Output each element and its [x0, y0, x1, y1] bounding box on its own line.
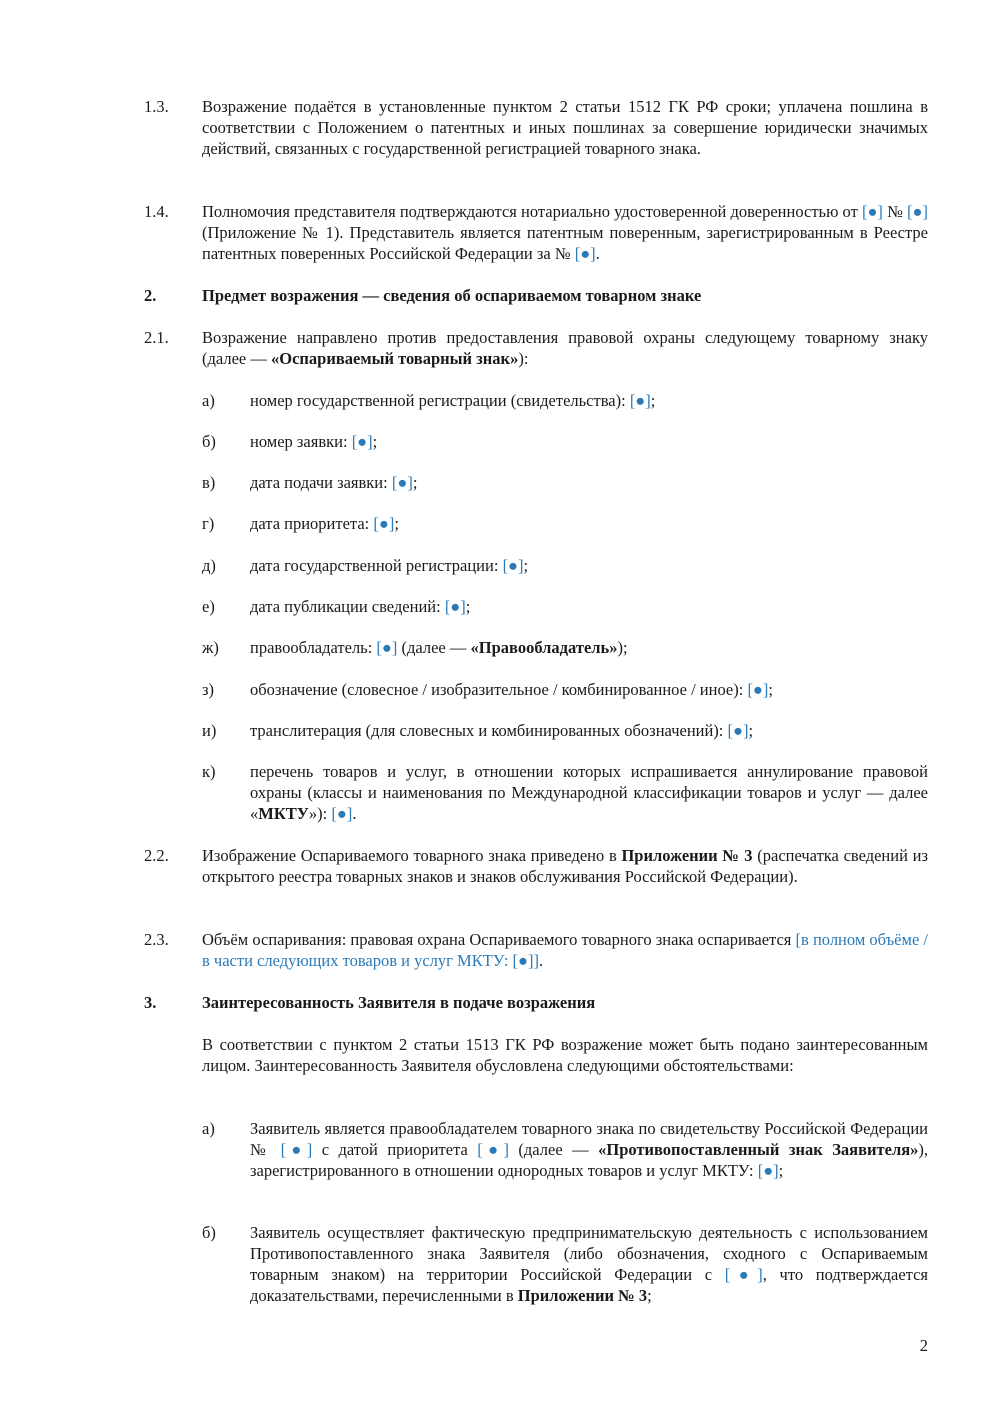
placeholder: [●]	[477, 1140, 509, 1159]
placeholder: [●]	[502, 556, 524, 575]
clause-number: 1.3.	[144, 97, 169, 116]
document-page: 1.3. Возражение подаётся в установленные пунктом 2 статьи 1512 ГК РФ сроки; уплачена пошлина в соответствии с Положением о патентных и иных пошлинах за совершение юридически значимых действий, связанных с государственной регистрацией товарного знака. 1.4. Полномочия представителя подтверждаются нотариально удостоверенной доверенностью от [●] № [●] (Приложение № 1). Представитель является патентным поверенным, зарегистрированным в Реестре патентных поверенных Российской Федерации за № [●]. 2. Предмет возражения — сведения об оспариваемом товарном знаке 2.1. Возражение направлено против предоставления правовой охраны следующему товарному знаку (далее — «Оспариваемый товарный знак»): а) номер государственной регистрации (свидетельства): [●]; б) номер заявки: [●]; в) дата подачи заявки: [●]; г) дата приоритета: [●]; д) дата государственной регистрации: [●]; е) дата публикации сведений: [●]; ж) правообладатель: [●] (далее — «Правообладатель»); з) обозначение (словесное / изобразительное / комбинированное / иное): [●]; и) транслитерация (для словесных и комбинированных обозначений): [●]; к) перечень товаров и услуг, в отношении которых испрашивается аннулирование правовой охраны (классы и наименования по Международной классификации товаров и услуг — далее «МКТУ»): [●]. 2.2. Изображение Оспариваемого товарного знака приведено в Приложении № 3 (распечатка сведений из открытого реестра товарных знаков и знаков обслуживания Российской Федерации). 2.3. Объём оспаривания: правовая охрана Оспариваемого товарного знака оспаривается [в полном объёме / в части следующих товаров и услуг МКТУ: [●]]. 3. Заинтересованность Заявителя в подаче возражения В соответствии с пунктом 2 статьи 1513 ГК РФ возражение может быть подано заинтересованным лицом. Заинтересованность Заявителя обусловлена следующими обстоятельствами: а) Заявитель является правообладателем товарного знака по свидетельству Российской Федерации № [●] с датой приоритета [●] (далее — «Противопоставленный знак Заявителя»), зарегистрированного в отношении однородных товаров и услуг МКТУ: [●]; б) Заявитель осуществляет фактическую предпринимательскую деятельность с использованием Противопоставленного знака Заявителя (либо обозначения, сходного с Оспариваемым товарным знаком) на территории Российской Федерации с [●], что подтверждается доказательствами, перечисленными в Приложении № 3; 2	[144, 97, 928, 1355]
placeholder: [●]	[444, 597, 466, 616]
clause-text: Изображение Оспариваемого товарного знака приведено в Приложении № 3 (распечатка сведений из открытого реестра товарных знаков и знаков обслуживания Российской Федерации).	[202, 846, 928, 886]
clause-text: Возражение подаётся в установленные пунктом 2 статьи 1512 ГК РФ сроки; уплачена пошлина в соответствии с Положением о патентных и иных пошлинах за совершение юридически значимых действий, связанных с государственной регистрацией товарного знака.	[202, 97, 928, 158]
placeholder: [●]	[376, 638, 398, 657]
clause-text: Объём оспаривания: правовая охрана Оспариваемого товарного знака оспаривается [в полном объёме / в части следующих товаров и услуг МКТУ: [●]].	[202, 930, 928, 970]
placeholder: [●]	[280, 1140, 313, 1159]
section-number: 3.	[144, 993, 157, 1012]
placeholder: [●]	[757, 1161, 779, 1180]
placeholder: [в полном объёме / в части следующих товаров и услуг МКТУ: [●]]	[202, 930, 928, 970]
placeholder: [●]	[727, 721, 749, 740]
placeholder: [●]	[391, 473, 413, 492]
placeholder: [●]	[331, 804, 353, 823]
page-number: 2	[919, 1336, 928, 1355]
section-title: Заинтересованность Заявителя в подаче возражения	[202, 993, 596, 1012]
section-number: 2.	[144, 286, 157, 305]
placeholder: [●]	[373, 514, 395, 533]
clause-number: 1.4.	[144, 202, 169, 221]
placeholder: [●]	[861, 202, 883, 221]
clause-number: 2.2.	[144, 846, 169, 865]
placeholder: [●]	[629, 391, 651, 410]
placeholder: [●]	[724, 1265, 763, 1284]
placeholder: [●]	[907, 202, 928, 221]
section-title: Предмет возражения — сведения об оспариваемом товарном знаке	[202, 286, 702, 305]
paragraph: В соответствии с пунктом 2 статьи 1513 ГК РФ возражение может быть подано заинтересованным лицом. Заинтересованность Заявителя обусловлена следующими обстоятельствами:	[202, 1035, 928, 1075]
clause-number: 2.3.	[144, 930, 169, 949]
placeholder: [●]	[747, 680, 769, 699]
clause-text: Возражение направлено против предоставления правовой охраны следующему товарному знаку (далее — «Оспариваемый товарный знак»):	[202, 328, 928, 368]
placeholder: [●]	[351, 432, 373, 451]
placeholder: [●]	[574, 244, 596, 263]
clause-number: 2.1.	[144, 328, 169, 347]
clause-text: Полномочия представителя подтверждаются нотариально удостоверенной доверенностью от [●] № [●] (Приложение № 1). Представитель является патентным поверенным, зарегистрированным в Реестре патентных поверенных Российской Федерации за № [●].	[202, 202, 928, 263]
